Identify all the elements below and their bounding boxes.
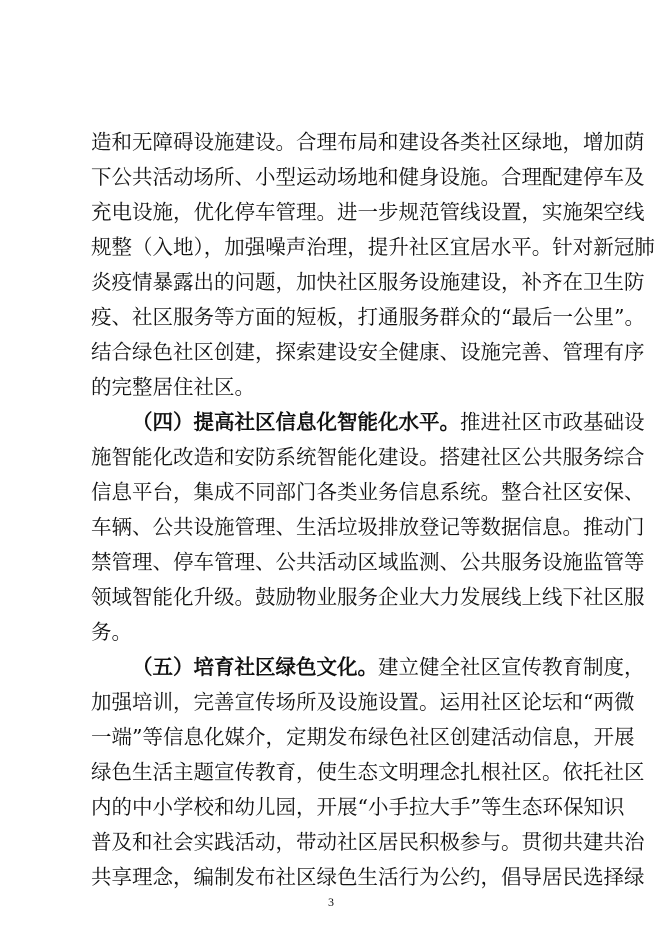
paragraph-line: 疫、社区服务等方面的短板，打通服务群众的“最后一公里”。: [91, 305, 645, 329]
section-text: 推进社区市政基础设: [460, 410, 645, 434]
section-heading: （四）提高社区信息化智能化水平。: [132, 410, 460, 434]
section-first-line: [132, 405, 645, 439]
paragraph-line: 一端”等信息化媒介，定期发布绿色社区创建活动信息，开展: [91, 725, 635, 749]
paragraph-line: 充电设施，优化停车管理。进一步规范管线设置，实施架空线: [91, 200, 645, 224]
paragraph-line: 务。: [91, 620, 132, 644]
paragraph-line: 造和无障碍设施建设。合理布局和建设各类社区绿地，增加荫: [91, 130, 645, 154]
paragraph-line: 炎疫情暴露出的问题，加快社区服务设施建设，补齐在卫生防: [91, 270, 645, 294]
section-first-line: [132, 650, 645, 684]
paragraph-line: 信息平台，集成不同部门各类业务信息系统。整合社区安保、: [91, 480, 645, 504]
paragraph-line: 车辆、公共设施管理、生活垃圾排放登记等数据信息。推动门: [91, 515, 645, 539]
page-number: 3: [328, 895, 334, 909]
paragraph-line: 施智能化改造和安防系统智能化建设。搭建社区公共服务综合: [91, 445, 645, 469]
paragraph-line: 内的中小学校和幼儿园，开展“小手拉大手”等生态环保知识: [91, 795, 625, 819]
paragraph-line: 的完整居住社区。: [91, 375, 255, 399]
section-heading: （五）培育社区绿色文化。: [132, 655, 378, 679]
paragraph-line: 禁管理、停车管理、公共活动区域监测、公共服务设施监管等: [91, 550, 645, 574]
paragraph-line: 下公共活动场所、小型运动场地和健身设施。合理配建停车及: [91, 165, 645, 189]
section-text: 建立健全社区宣传教育制度，: [378, 655, 645, 679]
paragraph-line: 规整（入地），加强噪声治理，提升社区宜居水平。针对新冠肺: [91, 235, 655, 259]
paragraph-line: 绿色生活主题宣传教育，使生态文明理念扎根社区。依托社区: [91, 760, 645, 784]
paragraph-line: 领域智能化升级。鼓励物业服务企业大力发展线上线下社区服: [91, 585, 645, 609]
paragraph-line: 加强培训，完善宣传场所及设施设置。运用社区论坛和“两微: [91, 690, 635, 714]
paragraph-line: 结合绿色社区创建，探索建设安全健康、设施完善、管理有序: [91, 340, 645, 364]
paragraph-line: 共享理念，编制发布社区绿色生活行为公约，倡导居民选择绿: [91, 865, 645, 889]
paragraph-line: 普及和社会实践活动，带动社区居民积极参与。贯彻共建共治: [91, 830, 645, 854]
